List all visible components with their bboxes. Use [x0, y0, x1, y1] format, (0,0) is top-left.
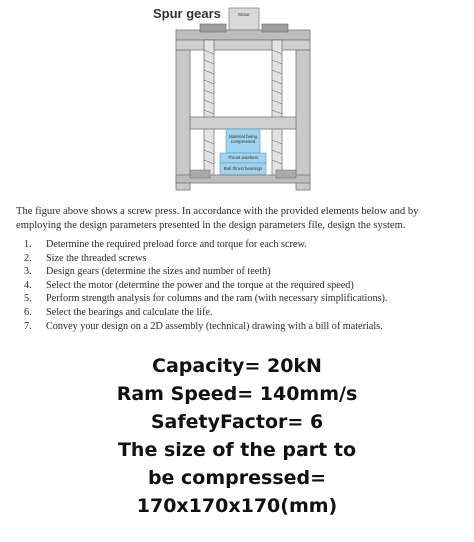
- top-crossbeam: [176, 40, 310, 50]
- design-parameters: [0, 352, 474, 520]
- list-item: 4. Select the motor (determine the power and the torque at the required speed): [24, 279, 354, 291]
- capacity-line: Capacity= 20kN: [152, 355, 322, 377]
- list-item: 7. Convey your design on a 2D assembly (technical) drawing with a bill of materials.: [24, 320, 383, 332]
- motor-label: Motor: [238, 12, 250, 17]
- list-item: 5. Perform strength analysis for columns and the ram (with necessary simplifications).: [24, 293, 388, 305]
- left-column: [176, 50, 190, 190]
- intro-paragraph: The figure above shows a screw press. In accordance with the provided elements below and by employing the design parameters presented in the design parameters file, design the system.: [16, 206, 419, 231]
- list-item: 6. Select the bearings and calculate the life.: [24, 306, 213, 318]
- material-label: Material being compressed: [228, 134, 258, 144]
- size-line-1: The size of the part to: [117, 439, 357, 461]
- safety-factor-line: SafetyFactor= 6: [150, 411, 324, 433]
- list-item: 1. Determine the required preload force and torque for each screw.: [24, 239, 307, 250]
- gear-plate: [176, 30, 310, 40]
- design-steps-list: [24, 238, 464, 333]
- list-item: 2. Size the threaded screws: [24, 252, 147, 264]
- left-gear: [200, 24, 226, 32]
- size-line-2: be compressed=: [147, 467, 327, 489]
- bearings-label: Ball thrust bearings: [223, 166, 263, 171]
- thrust-washers-label: Thrust washers: [227, 155, 259, 160]
- screw-press-figure: [0, 0, 474, 200]
- left-screw: [204, 40, 214, 180]
- right-column: [296, 50, 310, 190]
- list-item: 3. Design gears (determine the sizes and number of teeth): [24, 266, 271, 278]
- right-screw: [272, 40, 282, 180]
- right-gear: [262, 24, 288, 32]
- spur-gears-label: Spur gears: [153, 6, 221, 21]
- size-line-3: 170x170x170(mm): [136, 495, 338, 517]
- ram-speed-line: Ram Speed= 140mm/s: [116, 383, 358, 405]
- ram: [190, 117, 296, 129]
